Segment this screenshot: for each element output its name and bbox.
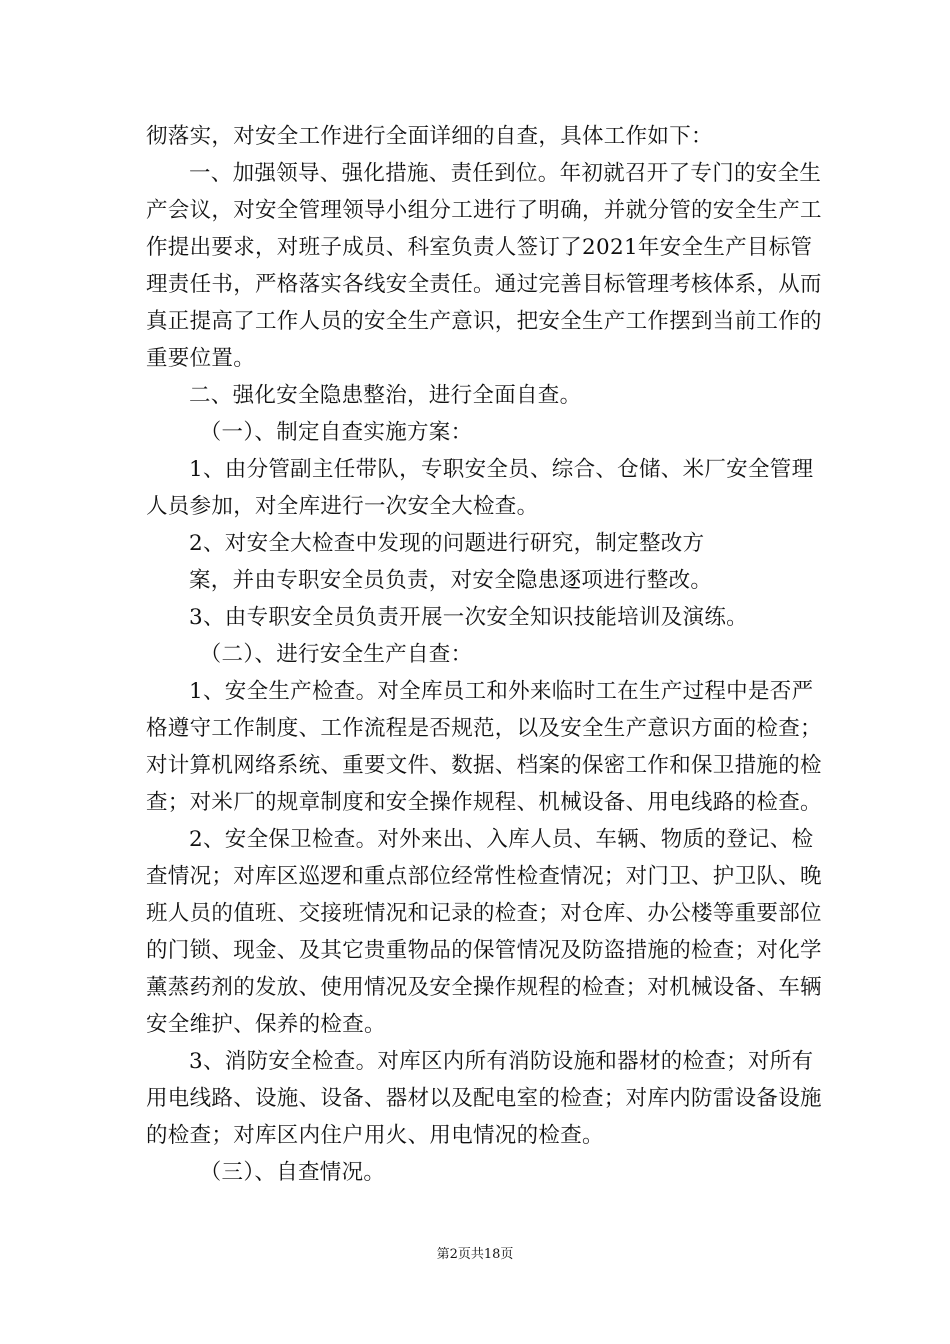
document-body bbox=[146, 118, 826, 1191]
paragraph-intro-continuation: 彻落实，对安全工作进行全面详细的自查，具体工作如下： bbox=[146, 124, 713, 149]
page-number-label: 第2页共18页 bbox=[436, 1247, 514, 1262]
paragraph-check-item-2: 2、安全保卫检查。对外来出、入库人员、车辆、物质的登记、检查情况；对库区巡逻和重点部位经常性检查情况；对门卫、护卫队、晚班人员的值班、交接班情况和记录的检查；对仓库、办公楼等重要部位的门锁、现金、及其它贵重物品的保管情况及防盗措施的检查；对化学薰蒸药剂的发放、使用情况及安全操作规程的检查；对机械设备、车辆安全维护、保养的检查。 bbox=[146, 827, 822, 1037]
paragraph-subsection-3-heading: （三）、自查情况。 bbox=[199, 1160, 386, 1185]
paragraph-check-item-1: 1、安全生产检查。对全库员工和外来临时工在生产过程中是否严格遵守工作制度、工作流程是否规范，以及安全生产意识方面的检查；对计算机网络系统、重要文件、数据、档案的保密工作和保卫措施的检查；对米厂的规章制度和安全操作规程、机械设备、用电线路的检查。 bbox=[146, 679, 822, 815]
paragraph-subsection-2-heading: （二）、进行安全生产自查： bbox=[199, 642, 473, 667]
paragraph-plan-item-2-line-1: 2、对安全大检查中发现的问题进行研究，制定整改方 bbox=[189, 531, 705, 556]
paragraph-plan-item-1: 1、由分管副主任带队，专职安全员、综合、仓储、米厂安全管理人员参加，对全库进行一次安全大检查。 bbox=[146, 457, 814, 519]
paragraph-check-item-3: 3、消防安全检查。对库区内所有消防设施和器材的检查；对所有用电线路、设施、设备、器材以及配电室的检查；对库内防雷设备设施的检查；对库区内住户用火、用电情况的检查。 bbox=[146, 1049, 822, 1148]
paragraph-subsection-1-heading: （一）、制定自查实施方案： bbox=[199, 420, 473, 445]
page-footer bbox=[0, 1247, 950, 1263]
paragraph-plan-item-3: 3、由专职安全员负责开展一次安全知识技能培训及演练。 bbox=[189, 605, 748, 630]
paragraph-section-1: 一、加强领导、强化措施、责任到位。年初就召开了专门的安全生产会议，对安全管理领导小组分工进行了明确，并就分管的安全生产工作提出要求，对班子成员、科室负责人签订了2021年安全生产目标管理责任书，严格落实各线安全责任。通过完善目标管理考核体系，从而真正提高了工作人员的安全生产意识，把安全生产工作摆到当前工作的重要位置。 bbox=[146, 161, 822, 371]
paragraph-plan-item-2-line-2: 案，并由专职安全员负责，对安全隐患逐项进行整改。 bbox=[189, 568, 713, 593]
paragraph-section-2-heading: 二、强化安全隐患整治，进行全面自查。 bbox=[189, 383, 582, 408]
